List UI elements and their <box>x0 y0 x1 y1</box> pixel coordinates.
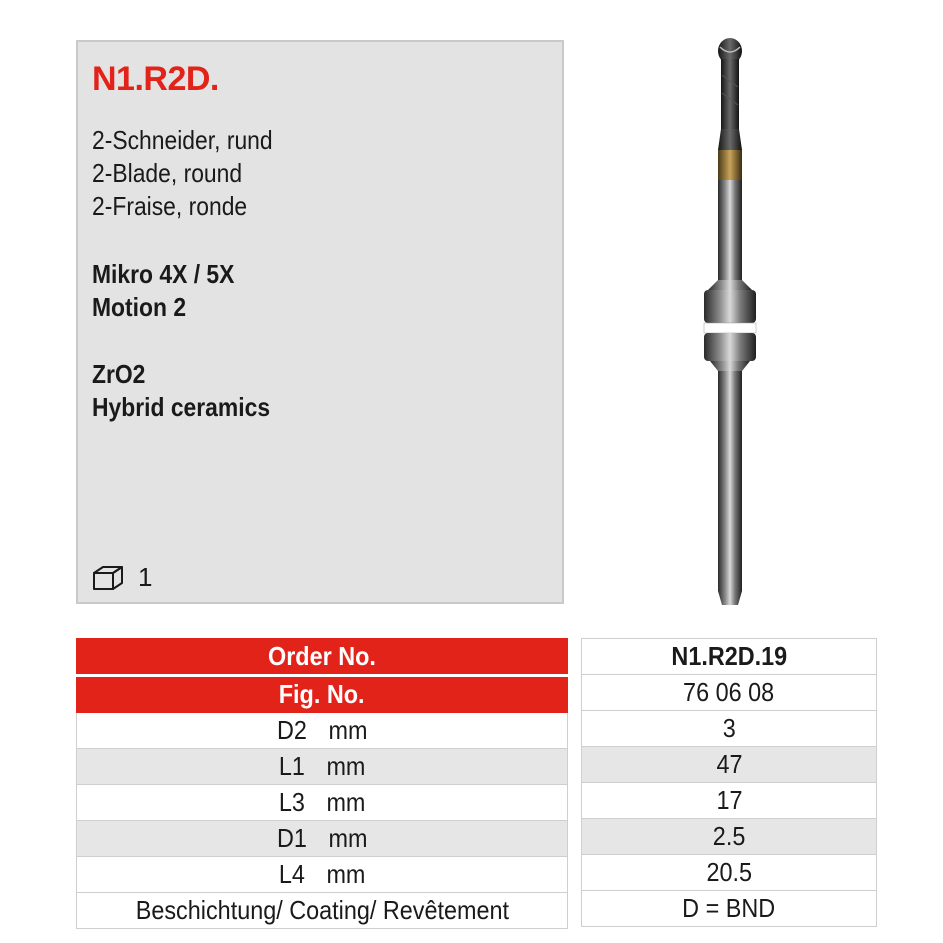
table-row <box>582 855 877 891</box>
value-cell: 2.5 <box>582 819 877 855</box>
blade-description-en: 2-Blade, round <box>92 158 243 188</box>
table-row <box>77 857 568 893</box>
material-list <box>92 358 270 424</box>
pack-quantity <box>92 562 152 593</box>
material-item: ZrO2 <box>92 359 146 389</box>
value-cell: D = BND <box>582 891 877 927</box>
label-cell: Beschichtung/ Coating/ Revêtement <box>77 893 568 929</box>
label-cell: L4 mm <box>77 857 568 893</box>
value-cell: 20.5 <box>582 855 877 891</box>
label-cell: Fig. No. <box>77 676 568 713</box>
spec-table-labels <box>76 638 568 929</box>
product-info-panel <box>76 40 564 604</box>
table-row <box>582 783 877 819</box>
blade-description-de: 2-Schneider, rund <box>92 125 273 155</box>
table-row <box>77 785 568 821</box>
table-row <box>582 819 877 855</box>
milling-bur-image <box>680 35 780 610</box>
value-cell: 3 <box>582 711 877 747</box>
blade-description-fr: 2-Fraise, ronde <box>92 191 248 221</box>
label-cell: L1 mm <box>77 749 568 785</box>
material-item: Hybrid ceramics <box>92 392 271 422</box>
value-cell: 76 06 08 <box>582 675 877 711</box>
value-cell: 17 <box>582 783 877 819</box>
table-row <box>582 639 877 675</box>
table-row <box>77 639 568 676</box>
pack-count: 1 <box>138 562 153 592</box>
table-row <box>582 675 877 711</box>
table-row <box>582 891 877 927</box>
label-cell: D2 mm <box>77 713 568 749</box>
table-row <box>77 676 568 713</box>
label-cell: L3 mm <box>77 785 568 821</box>
box-icon <box>92 564 124 592</box>
table-row <box>77 821 568 857</box>
label-cell: D1 mm <box>77 821 568 857</box>
spec-table-values <box>581 638 877 927</box>
label-cell: Order No. <box>77 639 568 676</box>
table-row <box>582 747 877 783</box>
table-row <box>77 893 568 929</box>
table-row <box>582 711 877 747</box>
machine-item: Mikro 4X / 5X <box>92 259 235 289</box>
value-cell: 47 <box>582 747 877 783</box>
value-cell: N1.R2D.19 <box>582 639 877 675</box>
machine-item: Motion 2 <box>92 292 187 322</box>
product-title: N1.R2D. <box>92 60 219 98</box>
table-row <box>77 713 568 749</box>
blade-description <box>92 124 273 223</box>
machine-compatibility <box>92 258 234 324</box>
table-row <box>77 749 568 785</box>
